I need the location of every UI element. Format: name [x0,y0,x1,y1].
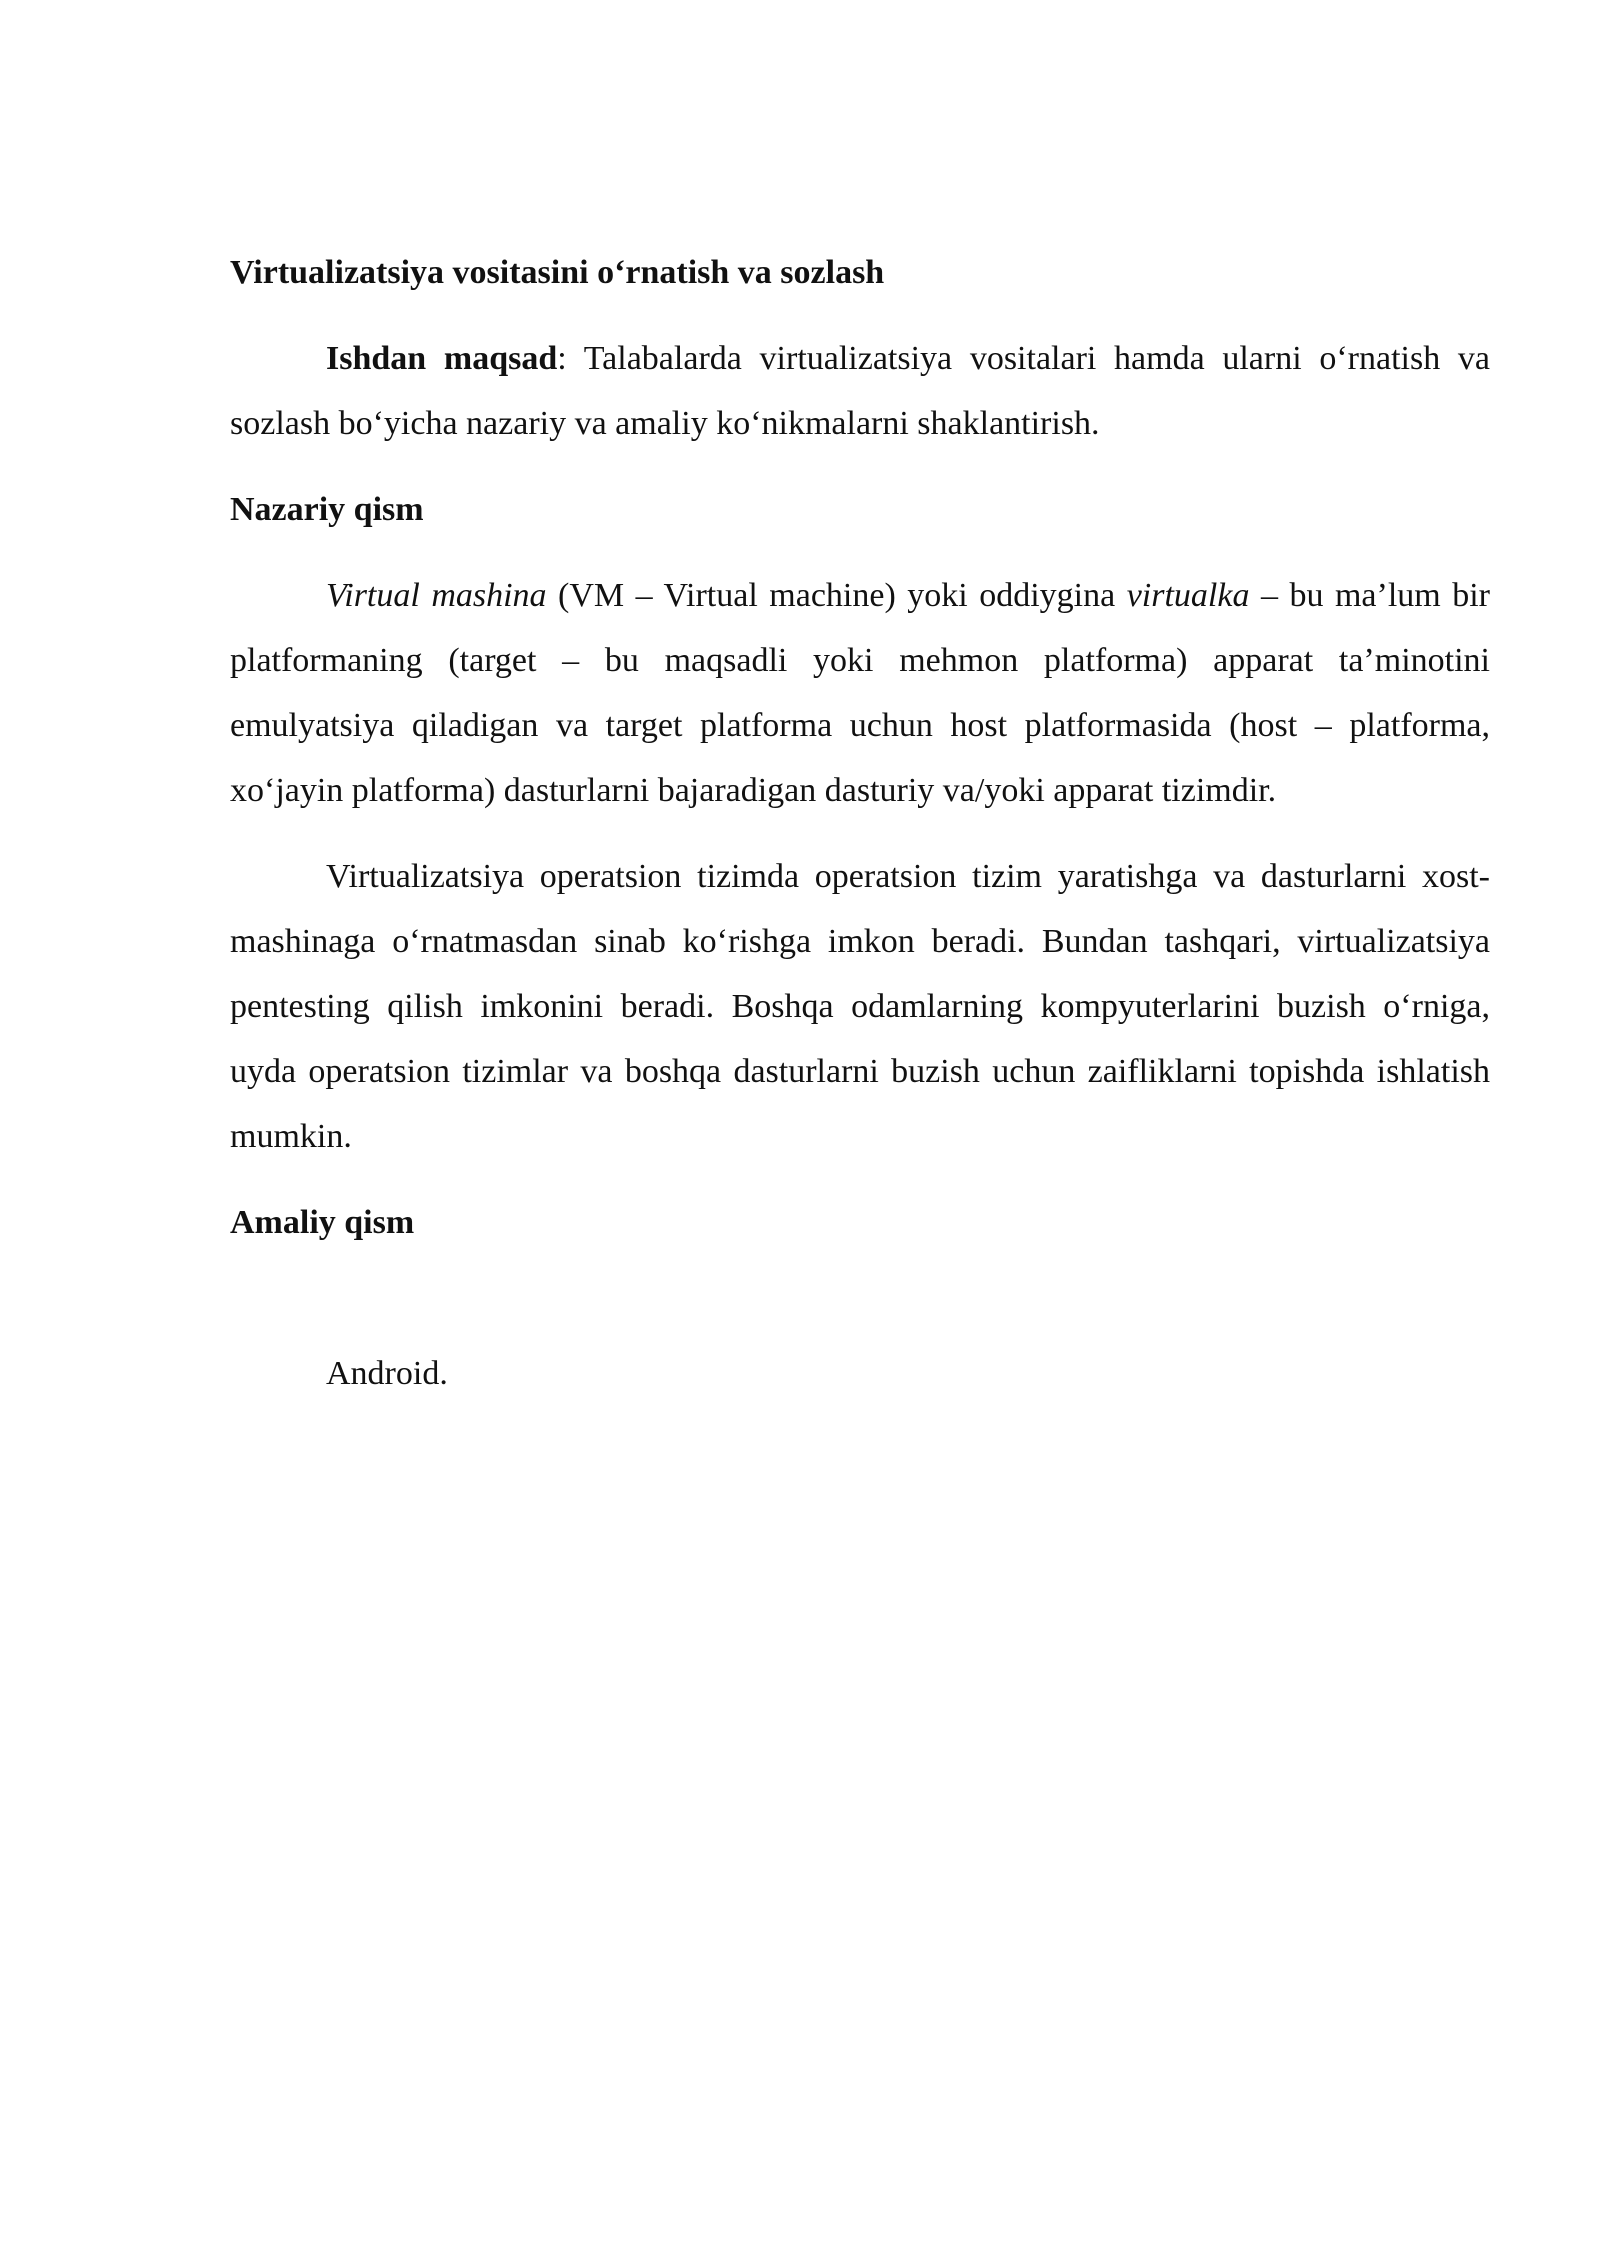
term-virtual-mashina: Virtual mashina [326,577,547,614]
aim-text: : Talabalarda virtualizatsiya vositalari hamda ularni o‘rnatish va sozlash bo‘yicha nazariy va amaliy ko‘nikmalarni shaklantirish. [230,340,1490,442]
practice-item: Android. [326,1355,448,1392]
theory-paragraph-2: Virtualizatsiya operatsion tizimda operatsion tizim yaratishga va dasturlarni xost-mashinaga o‘rnatmasdan sinab ko‘rishga imkon beradi. Bundan tashqari, virtualizatsiya pentesting qilish imkonini beradi. Boshqa odamlarning kompyuterlarini buzish o‘rniga, uyda operatsion tizimlar va boshqa dasturlarni buzish uchun zaifliklarni topishda ishlatish mumkin. [230,858,1490,1155]
theory-p1-text-2: – bu ma’lum bir platformaning (target – bu maqsadli yoki mehmon platforma) apparat ta’minotini emulyatsiya qiladigan va target platforma uchun host platformasida (host – platforma, xo‘jayin platforma) dasturlarni bajaradigan dasturiy va/yoki apparat tizimdir. [230,577,1490,809]
term-virtualka: virtualka [1126,577,1250,614]
theory-heading: Nazariy qism [230,491,424,528]
theory-paragraph-1 [230,563,1490,823]
aim-paragraph [230,326,1490,456]
theory-p1-text-1: (VM – Virtual machine) yoki oddiygina [546,577,1127,614]
practice-heading: Amaliy qism [230,1204,415,1241]
aim-label: Ishdan maqsad [326,340,558,377]
document-title: Virtualizatsiya vositasini o‘rnatish va sozlash [230,254,885,291]
document-page [230,240,1490,1406]
